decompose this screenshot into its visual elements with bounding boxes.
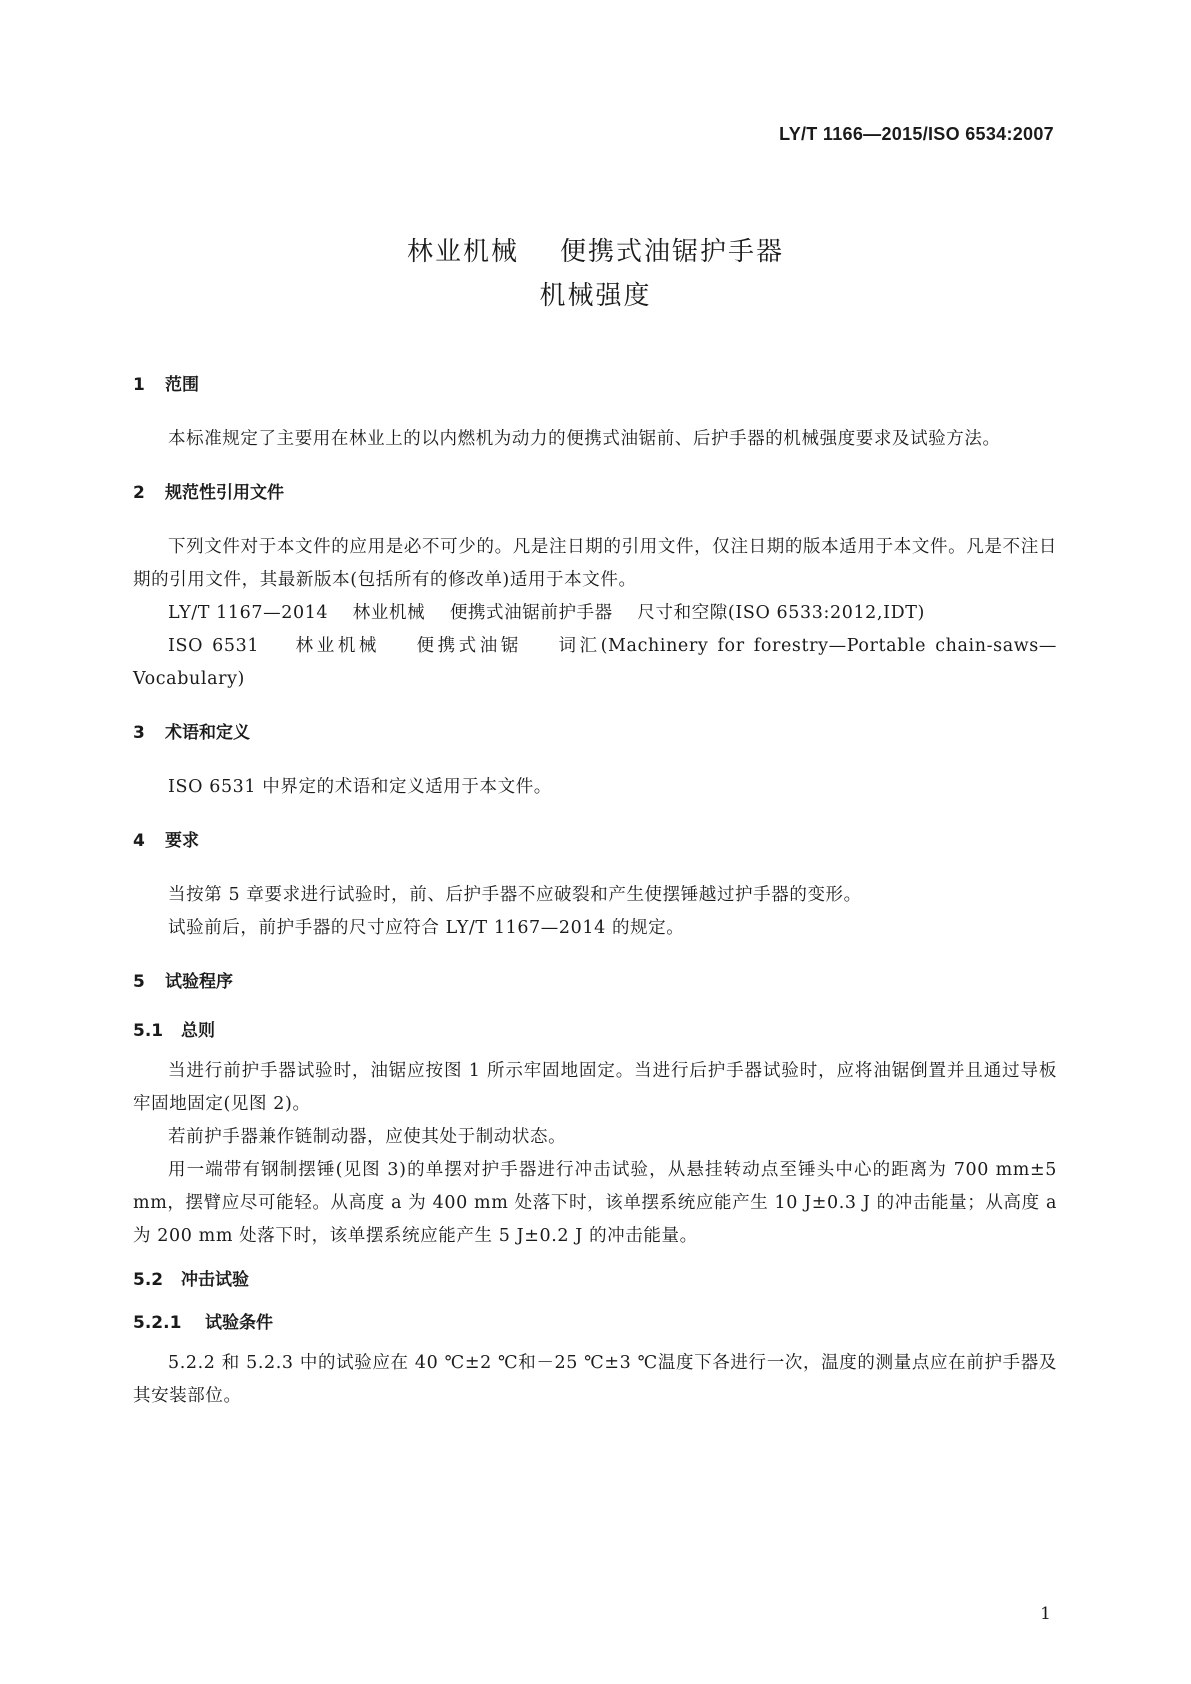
section-title: 总则: [181, 1021, 215, 1041]
section-4-heading: [133, 826, 1057, 851]
section-number: 2: [133, 483, 145, 503]
section-number: 1: [133, 375, 145, 395]
section-4-paragraph-1: 当按第 5 章要求进行试验时，前、后护手器不应破裂和产生使摆锤越过护手器的变形。: [168, 885, 862, 905]
section-5-1-paragraph-2: 若前护手器兼作链制动器，应使其处于制动状态。: [168, 1127, 567, 1147]
section-title: 要求: [165, 831, 199, 851]
section-5-2-heading: [133, 1265, 1057, 1290]
section-4-paragraph-2: 试验前后，前护手器的尺寸应符合 LY/T 1167—2014 的规定。: [168, 918, 685, 938]
section-title: 范围: [165, 375, 199, 395]
section-5-2-1-paragraph: 5.2.2 和 5.2.3 中的试验应在 40 ℃±2 ℃和－25 ℃±3 ℃温度下各进行一次，温度的测量点应在前护手器及其安装部位。: [133, 1353, 1057, 1406]
section-5-heading: [133, 967, 1057, 992]
section-title: 冲击试验: [181, 1270, 249, 1290]
standard-code: LY/T 1166—2015/ISO 6534:2007: [779, 124, 1054, 144]
section-1-heading: [133, 370, 1057, 395]
section-title: 试验程序: [165, 972, 233, 992]
normative-reference-1: LY/T 1167—2014 林业机械 便携式油锯前护手器 尺寸和空隙(ISO 6533:2012,IDT): [168, 603, 925, 623]
section-3-paragraph: ISO 6531 中界定的术语和定义适用于本文件。: [168, 777, 552, 797]
section-number: 5.2: [133, 1270, 164, 1290]
section-5-1-paragraph-3: 用一端带有钢制摆锤(见图 3)的单摆对护手器进行冲击试验，从悬挂转动点至锤头中心的距离为 700 mm±5 mm，摆臂应尽可能轻。从高度 a 为 400 mm 处落下时，该单摆系统应能产生 10 J±0.3 J 的冲击能量；从高度 a 为 200 mm 处落下时，该单摆系统应能产生 5 J±0.2 J 的冲击能量。: [133, 1160, 1057, 1246]
normative-reference-2: ISO 6531 林业机械 便携式油锯 词汇(Machinery for forestry—Portable chain-saws—Vocabulary): [133, 636, 1057, 689]
section-number: 5.2.1: [133, 1313, 182, 1333]
section-3-heading: [133, 718, 1057, 743]
section-number: 4: [133, 831, 145, 851]
page-number: 1: [1040, 1604, 1051, 1624]
section-2-paragraph: 下列文件对于本文件的应用是必不可少的。凡是注日期的引用文件，仅注日期的版本适用于本文件。凡是不注日期的引用文件，其最新版本(包括所有的修改单)适用于本文件。: [133, 537, 1057, 590]
title-line-1: 林业机械 便携式油锯护手器: [406, 237, 785, 267]
section-5-1-paragraph-1: 当进行前护手器试验时，油锯应按图 1 所示牢固地固定。当进行后护手器试验时，应将油锯倒置并且通过导板牢固地固定(见图 2)。: [133, 1061, 1057, 1114]
section-number: 3: [133, 723, 145, 743]
title-line-2: 机械强度: [539, 281, 652, 311]
section-title: 规范性引用文件: [165, 483, 284, 503]
document-title: [0, 230, 1191, 318]
section-number: 5: [133, 972, 145, 992]
document-body: [133, 370, 1057, 1413]
section-5-1-heading: [133, 1016, 1057, 1041]
section-2-heading: [133, 478, 1057, 503]
section-title: 试验条件: [205, 1313, 273, 1333]
section-1-paragraph: 本标准规定了主要用在林业上的以内燃机为动力的便携式油锯前、后护手器的机械强度要求及试验方法。: [168, 429, 1001, 449]
section-title: 术语和定义: [165, 723, 250, 743]
section-5-2-1-heading: [133, 1308, 1057, 1333]
section-number: 5.1: [133, 1021, 164, 1041]
